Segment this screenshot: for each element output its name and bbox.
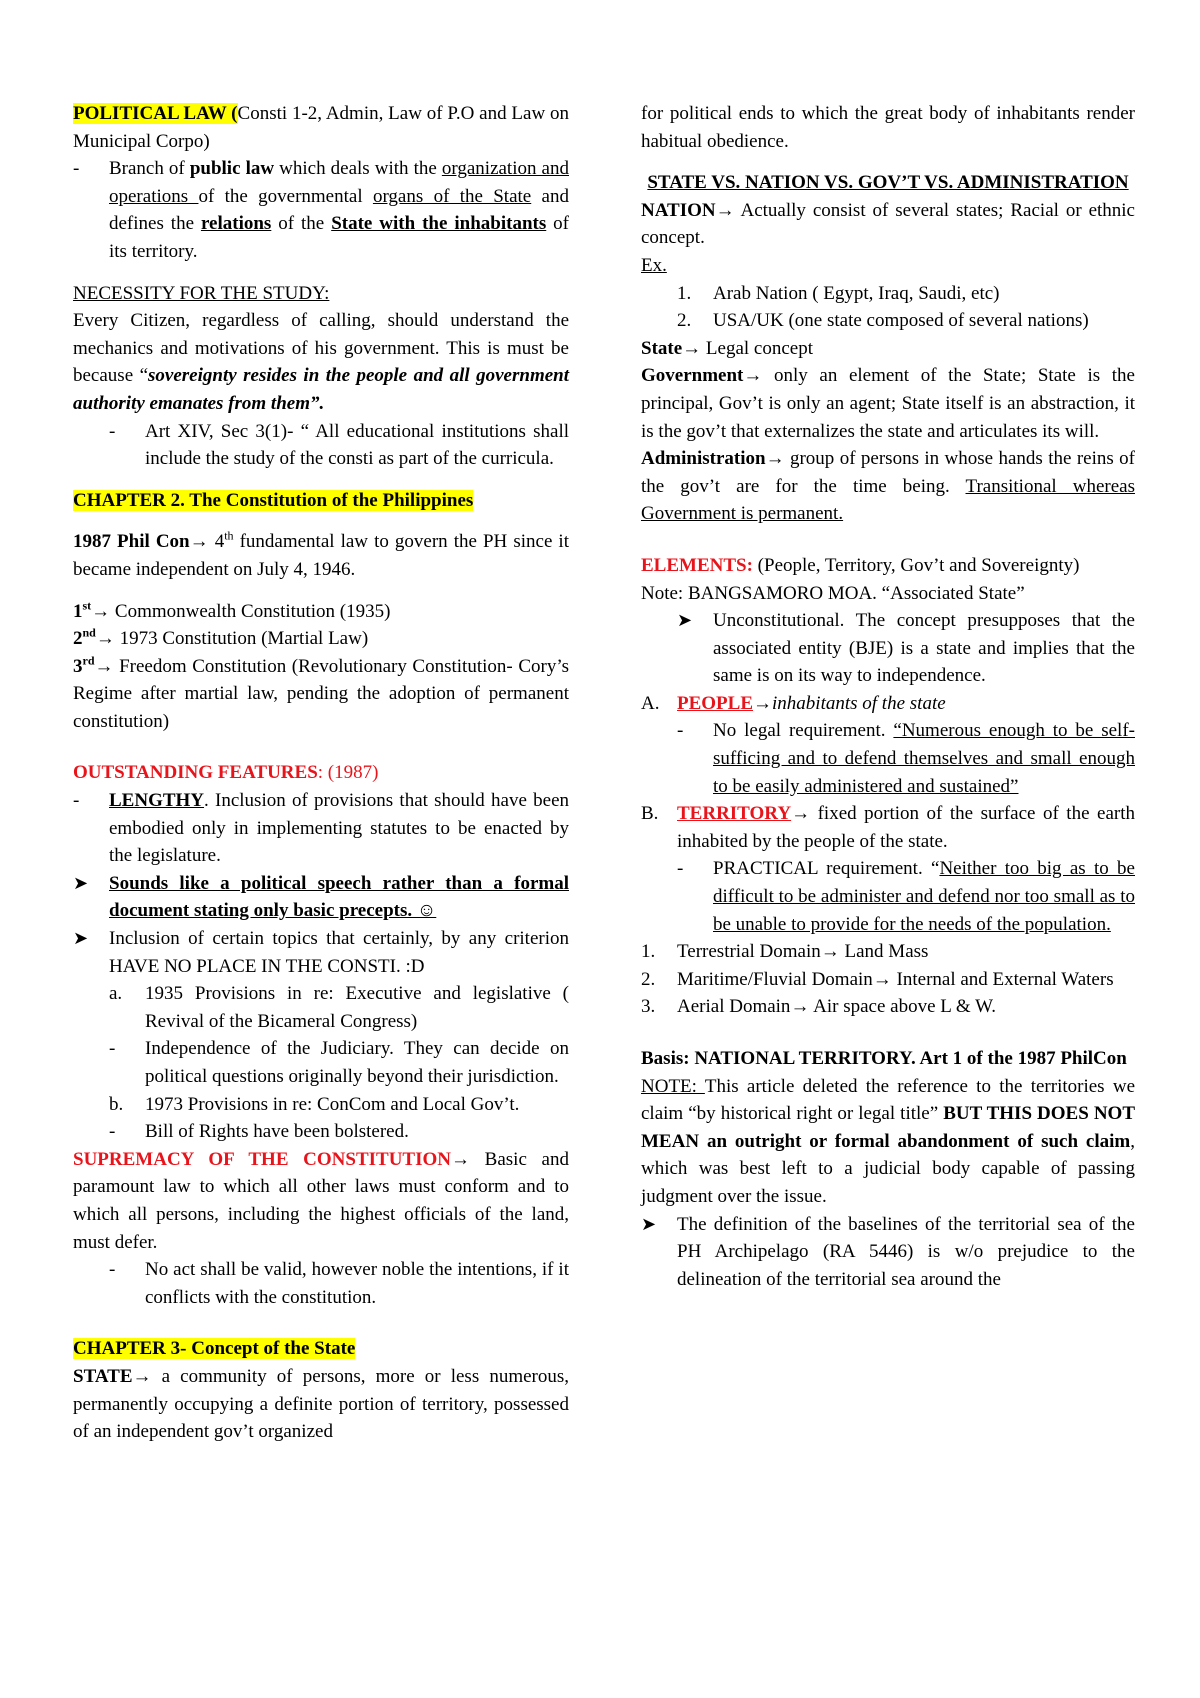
arrow-icon: → <box>743 365 763 387</box>
constitution-2nd: 2nd→ 1973 Constitution (Martial Law) <box>73 625 369 650</box>
chapter-2-heading: CHAPTER 2. The Constitution of the Philippines <box>73 489 474 511</box>
phil-con-1987: 1987 Phil Con→ 4th fundamental law to govern the PH since it became independent on July 4, 1946. <box>73 528 569 580</box>
item-b-1973: b. 1973 Provisions in re: ConCom and Local Gov’t. <box>109 1093 520 1115</box>
government-definition: Government→ only an element of the State; State is the principal, Gov’t is only an agent; State itself is an abstraction, it is the gov’t that externalizes the state and articulates its will. <box>641 365 1135 442</box>
item-a-1935: a. 1935 Provisions in re: Executive and legislative ( Revival of the Bicameral Congress) <box>109 983 569 1032</box>
arrow-icon: → <box>872 968 892 990</box>
domain-aerial: 3. Aerial Domain→ Air space above L & W. <box>641 996 997 1018</box>
example-1: 1. Arab Nation ( Egypt, Iraq, Saudi, etc) <box>677 282 1000 304</box>
arrow-icon: → <box>91 600 111 622</box>
national-territory-note: NOTE: This article deleted the reference to the territories we claim “by historical right or legal title” BUT THIS DOES NOT MEAN an outright or formal abandonment of such claim, which was best left to a judicial body capable of passing judgment over the issue. <box>641 1075 1136 1207</box>
inclusion-item: ➤ Inclusion of certain topics that certainly, by any criterion HAVE NO PLACE IN THE CONSTI. :D <box>73 925 569 980</box>
example-label: Ex. <box>641 254 667 276</box>
necessity-art-xiv: - Art XIV, Sec 3(1)- “ All educational institutions shall include the study of the consti as part of the curricula. <box>73 418 569 473</box>
arrow-icon: → <box>820 941 840 963</box>
arrow-icon: → <box>189 531 209 553</box>
baselines-item: ➤ The definition of the baselines of the territorial sea of the PH Archipelago (RA 5446) is w/o prejudice to the delineation of the territorial sea around the <box>641 1211 1135 1294</box>
sounds-like-item: ➤ Sounds like a political speech rather than a formal document stating only basic precepts. ☺ <box>73 870 569 925</box>
state-vs-nation-heading: STATE VS. NATION VS. GOV’T VS. ADMINISTRATION <box>647 172 1129 194</box>
arrow-icon: → <box>450 1148 470 1170</box>
unconstitutional-item: ➤ Unconstitutional. The concept presupposes that the associated entity (BJE) is a state and implies that the same is on its way to independence. <box>641 607 1135 690</box>
bangsamoro-note: Note: BANGSAMORO MOA. “Associated State” <box>641 582 1025 604</box>
right-column <box>641 100 1135 1293</box>
administration-definition: Administration→ group of persons in whose hands the reins of the gov’t are for the time being. Transitional whereas Government is permanent. <box>641 448 1135 525</box>
left-column <box>73 100 569 1446</box>
arrow-icon: → <box>790 996 810 1018</box>
element-people: A. PEOPLE→inhabitants of the state <box>641 692 946 714</box>
political-law-definition: - Branch of public law which deals with the organization and operations of the governmental organs of the State and defines the relations of the State with the inhabitants of its territory. <box>73 155 569 265</box>
arrow-icon: → <box>95 628 115 650</box>
territory-requirement: - PRACTICAL requirement. “Neither too big as to be difficult to be administer and defend nor too small as to be unable to provide for the needs of the population. <box>641 855 1135 938</box>
element-territory: B. TERRITORY→ fixed portion of the surface of the earth inhabited by the people of the state. <box>641 803 1135 852</box>
domain-terrestrial: 1. Terrestrial Domain→ Land Mass <box>641 941 929 963</box>
domain-maritime: 2. Maritime/Fluvial Domain→ Internal and External Waters <box>641 968 1114 990</box>
state-definition: STATE→ a community of persons, more or less numerous, permanently occupying a definite portion of territory, possessed of an independent gov’t organized <box>73 1365 569 1443</box>
basis-heading: Basis: NATIONAL TERRITORY. Art 1 of the 1987 PhilCon <box>641 1048 1127 1069</box>
people-requirement: - No legal requirement. “Numerous enough to be self-sufficing and to defend themselves and small enough to be easily administered and sustained” <box>641 717 1135 800</box>
item-a-judiciary: - Independence of the Judiciary. They can decide on political questions originally beyond their jurisdiction. <box>73 1035 569 1090</box>
state-definition-continued: for political ends to which the great body of inhabitants render habitual obedience. <box>641 103 1135 152</box>
example-2: 2. USA/UK (one state composed of several nations) <box>677 310 1089 332</box>
constitution-3rd: 3rd→ Freedom Constitution (Revolutionary Constitution- Cory’s Regime after martial law, pending the adoption of permanent constitution) <box>73 653 569 732</box>
item-b-bill-of-rights: - Bill of Rights have been bolstered. <box>73 1118 569 1146</box>
nation-definition: NATION→ Actually consist of several states; Racial or ethnic concept. <box>641 199 1135 249</box>
arrow-icon: → <box>715 199 735 221</box>
arrow-icon: → <box>791 803 811 825</box>
arrow-icon: → <box>132 1365 152 1387</box>
constitution-1st: 1st→ Commonwealth Constitution (1935) <box>73 598 391 622</box>
arrow-icon: → <box>753 692 773 714</box>
lengthy-item: - LENGTHY. Inclusion of provisions that should have been embodied only in implementing statutes to be enacted by the legislature. <box>73 787 569 870</box>
necessity-body: Every Citizen, regardless of calling, should understand the mechanics and motivations of his government. This is must be because “sovereignty resides in the people and all government authority emanates from them”. <box>73 310 569 414</box>
arrow-icon: → <box>682 337 702 359</box>
necessity-heading: NECESSITY FOR THE STUDY: <box>73 282 330 304</box>
arrow-icon: → <box>94 655 114 677</box>
elements-heading: ELEMENTS: (People, Territory, Gov’t and Sovereignty) <box>641 554 1080 576</box>
arrow-icon: → <box>765 448 785 470</box>
political-law-heading: POLITICAL LAW (Consti 1-2, Admin, Law of P.O and Law on Municipal Corpo) <box>73 103 569 152</box>
supremacy-paragraph: SUPREMACY OF THE CONSTITUTION→ Basic and paramount law to which all other laws must conform and to which all persons, including the highest officials of the land, must defer. <box>73 1148 569 1253</box>
supremacy-no-act: - No act shall be valid, however noble the intentions, if it conflicts with the constitution. <box>73 1256 569 1311</box>
chapter-3-heading: CHAPTER 3- Concept of the State <box>73 1338 356 1360</box>
outstanding-features-heading: OUTSTANDING FEATURES: (1987) <box>73 762 379 784</box>
state-legal-concept: State→ Legal concept <box>641 337 813 359</box>
